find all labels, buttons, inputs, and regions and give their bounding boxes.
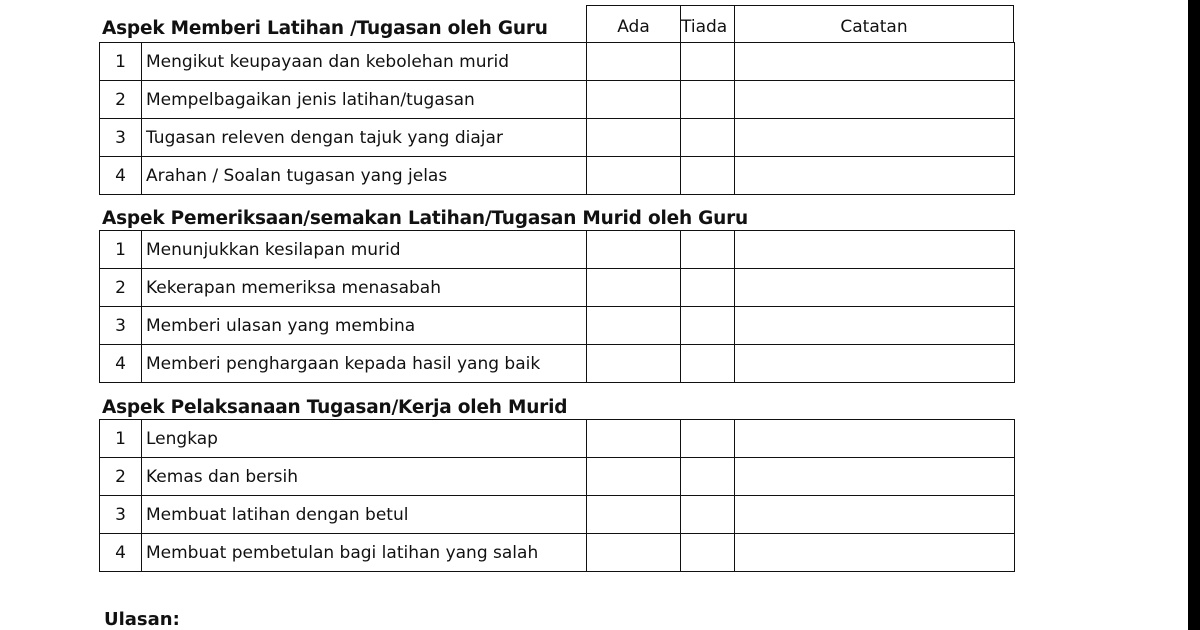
ada-cell[interactable] xyxy=(587,420,681,458)
row-criterion: Membuat latihan dengan betul xyxy=(142,496,587,534)
section-3-title: Aspek Pelaksanaan Tugasan/Kerja oleh Murid xyxy=(102,397,568,418)
section-1-title: Aspek Memberi Latihan /Tugasan oleh Guru xyxy=(102,18,548,39)
catatan-cell[interactable] xyxy=(735,119,1015,157)
tiada-cell[interactable] xyxy=(681,420,735,458)
table-row xyxy=(100,458,1015,496)
row-criterion: Mengikut keupayaan dan kebolehan murid xyxy=(142,43,587,81)
row-criterion: Kekerapan memeriksa menasabah xyxy=(142,269,587,307)
ada-cell[interactable] xyxy=(587,157,681,195)
row-number: 4 xyxy=(100,157,142,195)
table-row xyxy=(100,345,1015,383)
column-header-tiada: Tiada xyxy=(680,5,734,42)
row-number: 3 xyxy=(100,496,142,534)
catatan-cell[interactable] xyxy=(735,81,1015,119)
table-row xyxy=(100,534,1015,572)
row-number: 2 xyxy=(100,458,142,496)
catatan-cell[interactable] xyxy=(735,534,1015,572)
ada-cell[interactable] xyxy=(587,43,681,81)
row-number: 3 xyxy=(100,119,142,157)
row-number: 1 xyxy=(100,231,142,269)
ada-cell[interactable] xyxy=(587,458,681,496)
ada-cell[interactable] xyxy=(587,496,681,534)
ada-cell[interactable] xyxy=(587,269,681,307)
tiada-cell[interactable] xyxy=(681,81,735,119)
row-number: 1 xyxy=(100,43,142,81)
ada-cell[interactable] xyxy=(587,231,681,269)
table-row xyxy=(100,231,1015,269)
tiada-cell[interactable] xyxy=(681,458,735,496)
table-row xyxy=(100,269,1015,307)
row-criterion: Mempelbagaikan jenis latihan/tugasan xyxy=(142,81,587,119)
table-row xyxy=(100,307,1015,345)
tiada-cell[interactable] xyxy=(681,534,735,572)
tiada-cell[interactable] xyxy=(681,307,735,345)
scan-edge-border xyxy=(1188,0,1200,630)
tiada-cell[interactable] xyxy=(681,119,735,157)
row-criterion: Tugasan releven dengan tajuk yang diajar xyxy=(142,119,587,157)
ada-cell[interactable] xyxy=(587,81,681,119)
catatan-cell[interactable] xyxy=(735,345,1015,383)
row-number: 2 xyxy=(100,269,142,307)
catatan-cell[interactable] xyxy=(735,307,1015,345)
row-criterion: Arahan / Soalan tugasan yang jelas xyxy=(142,157,587,195)
tiada-cell[interactable] xyxy=(681,231,735,269)
tiada-cell[interactable] xyxy=(681,345,735,383)
catatan-cell[interactable] xyxy=(735,420,1015,458)
row-number: 4 xyxy=(100,534,142,572)
catatan-cell[interactable] xyxy=(735,43,1015,81)
section-2-table xyxy=(99,230,1015,383)
ulasan-label: Ulasan: xyxy=(104,609,180,630)
tiada-cell[interactable] xyxy=(681,157,735,195)
catatan-cell[interactable] xyxy=(735,157,1015,195)
section-2-title: Aspek Pemeriksaan/semakan Latihan/Tugasan Murid oleh Guru xyxy=(102,208,749,229)
row-number: 2 xyxy=(100,81,142,119)
table-row xyxy=(100,81,1015,119)
tiada-cell[interactable] xyxy=(681,496,735,534)
catatan-cell[interactable] xyxy=(735,458,1015,496)
tiada-cell[interactable] xyxy=(681,269,735,307)
catatan-cell[interactable] xyxy=(735,231,1015,269)
section-1-table xyxy=(99,42,1015,195)
column-header-ada: Ada xyxy=(586,5,680,42)
row-criterion: Memberi penghargaan kepada hasil yang baik xyxy=(142,345,587,383)
row-number: 3 xyxy=(100,307,142,345)
table-row xyxy=(100,420,1015,458)
catatan-cell[interactable] xyxy=(735,496,1015,534)
ada-cell[interactable] xyxy=(587,534,681,572)
ada-cell[interactable] xyxy=(587,119,681,157)
row-criterion: Kemas dan bersih xyxy=(142,458,587,496)
table-row xyxy=(100,43,1015,81)
ada-cell[interactable] xyxy=(587,345,681,383)
ada-cell[interactable] xyxy=(587,307,681,345)
table-row xyxy=(100,157,1015,195)
section-3-table xyxy=(99,419,1015,572)
catatan-cell[interactable] xyxy=(735,269,1015,307)
row-number: 1 xyxy=(100,420,142,458)
tiada-cell[interactable] xyxy=(681,43,735,81)
row-number: 4 xyxy=(100,345,142,383)
row-criterion: Lengkap xyxy=(142,420,587,458)
table-row xyxy=(100,119,1015,157)
row-criterion: Memberi ulasan yang membina xyxy=(142,307,587,345)
column-header-catatan: Catatan xyxy=(734,5,1014,42)
table-row xyxy=(100,496,1015,534)
row-criterion: Membuat pembetulan bagi latihan yang salah xyxy=(142,534,587,572)
row-criterion: Menunjukkan kesilapan murid xyxy=(142,231,587,269)
